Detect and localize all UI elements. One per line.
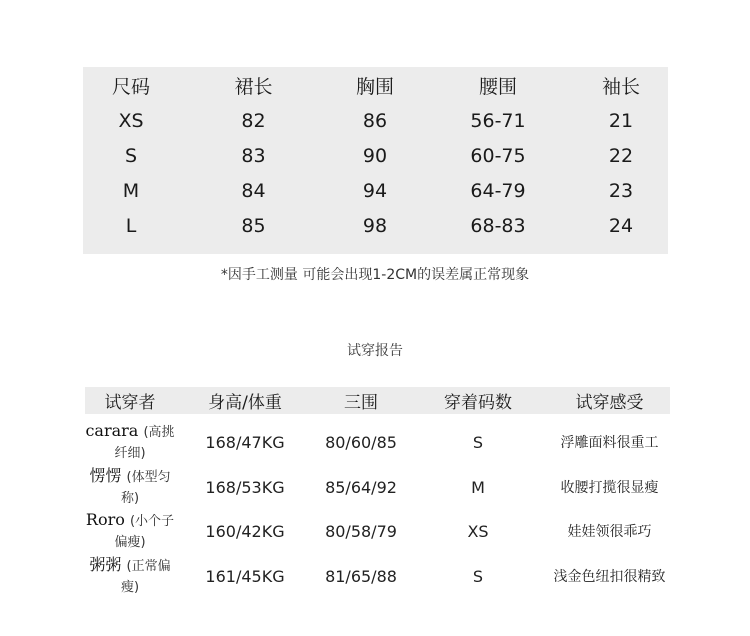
measurement-note: *因手工测量 可能会出现1-2CM的误差属正常现象	[220, 267, 530, 283]
size-cell: 90	[362, 145, 388, 167]
measurements: 81/65/88	[325, 566, 397, 586]
height-weight: 160/42KG	[205, 521, 285, 541]
size-cell: 60-75	[470, 145, 526, 167]
tester-cell	[85, 466, 175, 508]
tester-name: carara	[85, 421, 139, 440]
size-cell: 64-79	[470, 180, 526, 202]
worn-size: S	[472, 566, 484, 586]
worn-size: M	[471, 477, 485, 497]
tester-body-type: (小个子偏瘦)	[114, 514, 175, 550]
report-title: 试穿报告	[347, 343, 403, 359]
size-row	[83, 176, 668, 206]
size-row	[83, 141, 668, 171]
fit-feedback: 浅金色纽扣很精致	[553, 569, 666, 585]
size-header-cell: 袖长	[601, 75, 640, 98]
report-header-cell: 三围	[344, 393, 378, 413]
report-row	[85, 554, 670, 598]
size-cell: 83	[241, 145, 266, 167]
height-weight: 168/53KG	[205, 477, 285, 497]
size-cell: 84	[241, 180, 266, 202]
size-header-cell: 裙长	[234, 75, 273, 98]
size-cell: 85	[241, 215, 266, 237]
size-cell: 56-71	[470, 110, 526, 132]
tester-name: Roro	[85, 510, 125, 529]
report-header-cell: 穿着码数	[444, 393, 512, 413]
fit-feedback: 娃娃领很乖巧	[567, 524, 652, 540]
report-header-row	[85, 387, 670, 414]
size-cell: XS	[118, 110, 144, 132]
measurements: 80/58/79	[325, 521, 397, 541]
size-cell: S	[124, 145, 138, 167]
worn-size: XS	[467, 521, 489, 541]
size-cell: 24	[608, 215, 634, 237]
size-header-cell: 胸围	[355, 75, 394, 98]
report-header-cell: 身高/体重	[208, 393, 282, 413]
size-header-row	[83, 70, 668, 100]
size-row	[83, 211, 668, 241]
size-cell: 22	[608, 145, 634, 167]
tester-name: 粥粥	[89, 555, 122, 574]
tester-body-type: (高挑纤细)	[114, 425, 175, 461]
tester-cell	[85, 421, 175, 463]
report-header-cell: 试穿者	[104, 393, 156, 413]
tester-body-type: (正常偏瘦)	[120, 559, 171, 595]
measurements: 85/64/92	[325, 477, 397, 497]
report-row	[85, 509, 670, 553]
tester-body-type: (体型匀称)	[120, 470, 171, 506]
size-header-cell: 腰围	[478, 75, 517, 98]
report-row	[85, 465, 670, 509]
size-cell: L	[125, 215, 137, 237]
size-cell: 98	[362, 215, 388, 237]
fit-feedback: 收腰打揽很显瘦	[560, 480, 659, 496]
size-cell: 82	[241, 110, 266, 132]
height-weight: 161/45KG	[205, 566, 285, 586]
size-chart	[83, 67, 668, 254]
size-cell: 23	[608, 180, 634, 202]
size-cell: 94	[362, 180, 388, 202]
size-row	[83, 106, 668, 136]
tester-cell	[85, 555, 175, 597]
size-cell: 68-83	[470, 215, 526, 237]
measurements: 80/60/85	[325, 432, 397, 452]
size-cell: M	[122, 180, 140, 202]
tester-cell	[85, 510, 175, 552]
size-cell: 86	[362, 110, 388, 132]
report-header-cell: 试穿感受	[575, 393, 644, 413]
tester-name: 愣愣	[89, 466, 122, 485]
fit-feedback: 浮雕面料很重工	[560, 435, 659, 451]
report-row	[85, 420, 670, 464]
size-cell: 21	[608, 110, 634, 132]
worn-size: S	[472, 432, 484, 452]
size-header-cell: 尺码	[111, 75, 150, 98]
height-weight: 168/47KG	[205, 432, 285, 452]
